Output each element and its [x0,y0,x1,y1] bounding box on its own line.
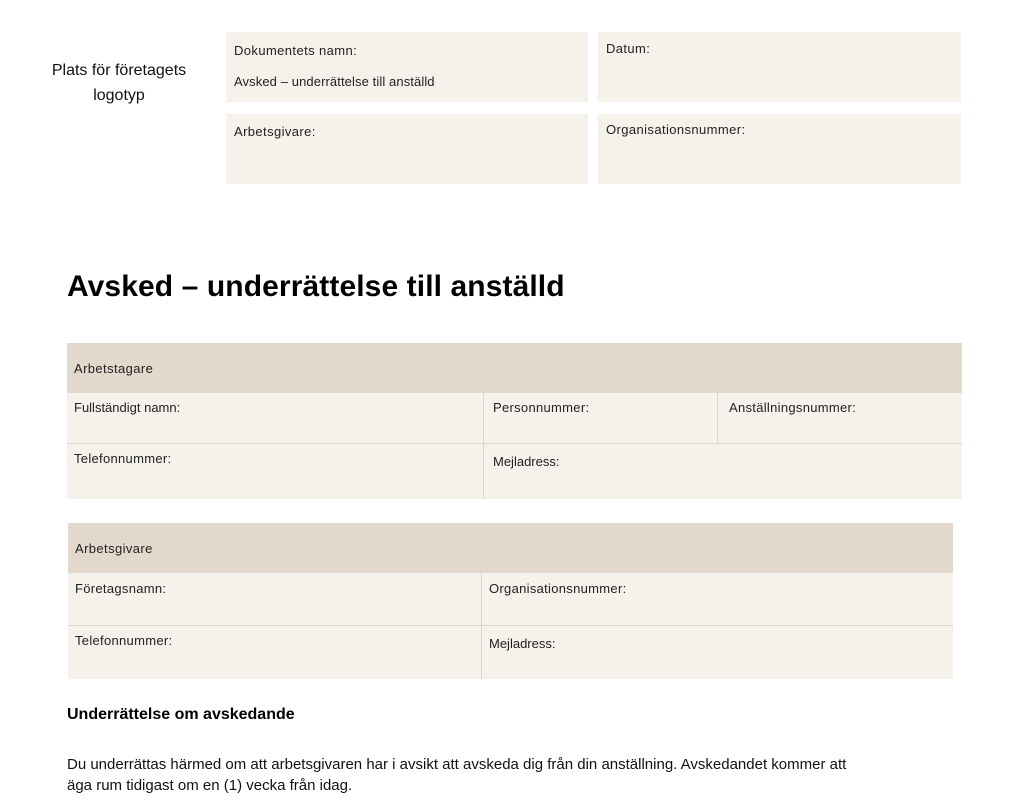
company-name-cell[interactable] [68,574,481,625]
full-name-label: Fullständigt namn: [74,400,181,415]
employer-org-number-cell[interactable] [482,574,953,625]
employer-email-cell[interactable] [482,629,953,679]
employee-employment-number-cell[interactable] [720,393,962,443]
document-name-value: Avsked – underrättelse till anställd [234,74,435,89]
document-name-label: Dokumentets namn: [234,43,358,58]
employment-number-label: Anställningsnummer: [729,400,857,415]
employee-email-cell[interactable] [486,447,962,499]
document-name-field[interactable] [226,32,588,102]
org-number-label: Organisationsnummer: [606,122,746,137]
notice-heading: Underrättelse om avskedande [67,706,295,723]
employee-email-label: Mejladress: [493,454,560,469]
notice-body: Du underrättas härmed om att arbetsgivaren har i avsikt att avskeda dig från din anställning. Avskedandet kommer att äga rum tidigast om en (1) vecka från idag. [67,756,847,794]
employer-table [68,523,953,679]
employee-phone-label: Telefonnummer: [74,451,172,466]
company-name-label: Företagsnamn: [75,581,167,596]
employer-label: Arbetsgivare: [234,124,316,139]
column-divider [483,393,484,499]
employee-phone-cell[interactable] [67,444,483,499]
employee-table-heading: Arbetstagare [67,343,962,393]
date-label: Datum: [606,41,651,56]
employer-phone-label: Telefonnummer: [75,633,173,648]
date-field[interactable] [598,32,961,102]
employer-org-number-label: Organisationsnummer: [489,581,627,596]
personal-number-label: Personnummer: [493,400,590,415]
employee-full-name-cell[interactable] [67,393,483,443]
employer-phone-cell[interactable] [68,626,481,679]
employer-email-label: Mejladress: [489,636,556,651]
employer-field[interactable] [226,114,588,184]
employee-table [67,343,962,499]
logo-placeholder: Plats för företagets logotyp [51,62,187,104]
employee-personal-number-cell[interactable] [486,393,718,443]
org-number-field[interactable] [598,114,961,184]
page-title: Avsked – underrättelse till anställd [67,270,565,303]
employer-table-heading: Arbetsgivare [68,523,953,573]
column-divider [717,393,718,443]
